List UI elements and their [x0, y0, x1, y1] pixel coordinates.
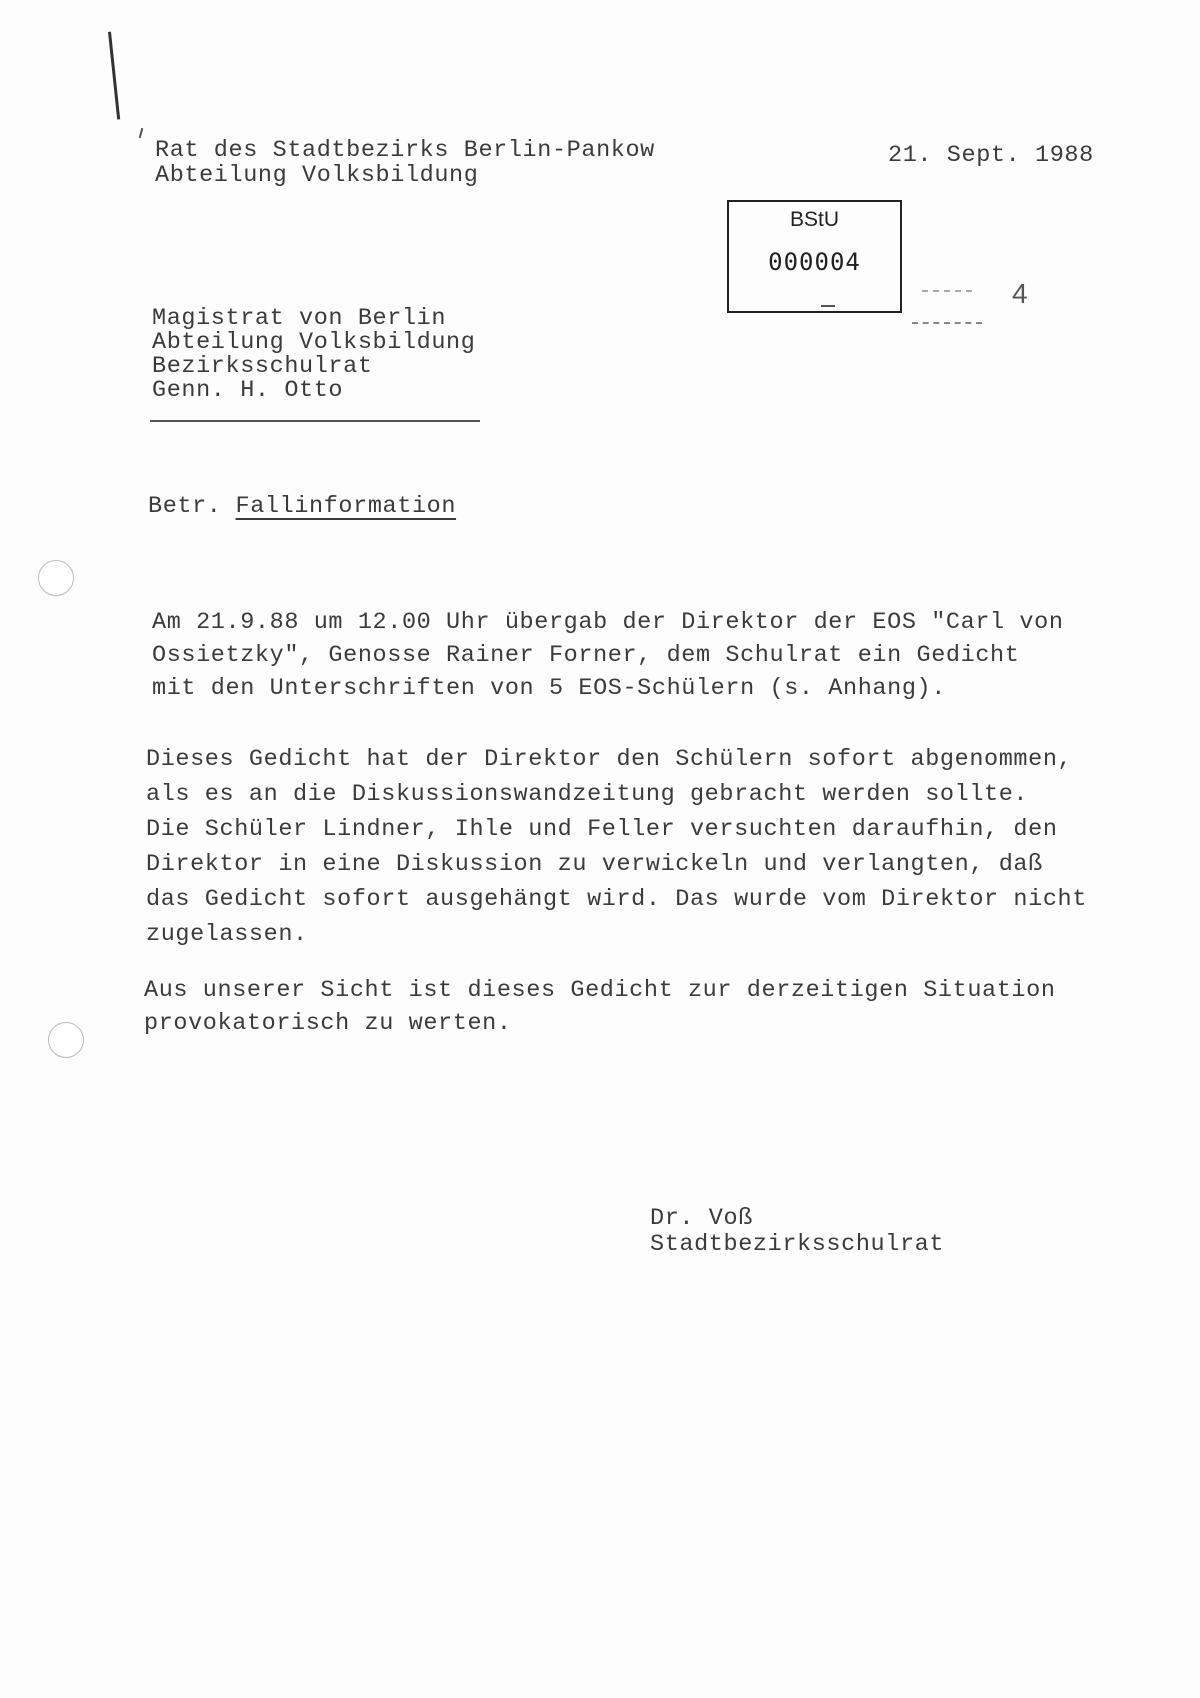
signature-name: Dr. Voß: [650, 1205, 753, 1232]
archive-stamp: [727, 200, 902, 313]
recipient-line: Magistrat von Berlin: [152, 305, 447, 332]
body-line: das Gedicht sofort ausgehängt wird. Das wurde vom Direktor nicht: [146, 886, 1087, 913]
subject-prefix: Betr.: [148, 493, 222, 520]
body-paragraph-1: [152, 606, 1064, 705]
letter-date: 21. Sept. 1988: [888, 142, 1094, 169]
sender-line: Rat des Stadtbezirks Berlin-Pankow: [155, 137, 655, 164]
punch-hole: [38, 560, 74, 596]
body-line: Direktor in eine Diskussion zu verwickeln und verlangten, daß: [146, 851, 1043, 878]
recipient-line: Bezirksschulrat: [152, 353, 373, 380]
body-line: zugelassen.: [146, 921, 308, 948]
dashed-mark: [912, 322, 982, 324]
body-paragraph-2: [146, 742, 1087, 952]
body-paragraph-3: [144, 974, 1056, 1040]
sender-line: Abteilung Volksbildung: [155, 162, 479, 189]
body-line: Am 21.9.88 um 12.00 Uhr übergab der Direktor der EOS "Carl von: [152, 609, 1064, 636]
signature-block: [650, 1206, 944, 1258]
body-line: Dieses Gedicht hat der Direktor den Schülern sofort abgenommen,: [146, 746, 1073, 773]
signature-title: Stadtbezirksschulrat: [650, 1231, 945, 1258]
sender-block: [155, 138, 655, 188]
body-line: provokatorisch zu werten.: [144, 1010, 512, 1037]
recipient-line: Genn. H. Otto: [152, 377, 344, 404]
stamp-number: 000004: [768, 248, 861, 276]
body-line: Die Schüler Lindner, Ihle und Feller versuchten daraufhin, den: [146, 816, 1058, 843]
stamp-label: BStU: [789, 208, 839, 231]
recipient-underline: [150, 420, 480, 422]
recipient-block: [152, 307, 475, 403]
body-line: Ossietzky", Genosse Rainer Forner, dem Schulrat ein Gedicht: [152, 642, 1020, 669]
body-line: Aus unserer Sicht ist dieses Gedicht zur derzeitigen Situation: [144, 977, 1056, 1004]
body-line: mit den Unterschriften von 5 EOS-Schülern (s. Anhang).: [152, 675, 946, 702]
margin-pen-tick: [139, 128, 144, 138]
body-line: als es an die Diskussionswandzeitung gebracht werden sollte.: [146, 781, 1029, 808]
recipient-line: Abteilung Volksbildung: [152, 329, 476, 356]
punch-hole: [48, 1022, 84, 1058]
stamp-initial-mark: [821, 305, 835, 307]
margin-pen-mark: [108, 32, 120, 120]
subject-title: Fallinformation: [235, 493, 457, 520]
handwritten-page-number: 4: [1012, 278, 1028, 309]
dashed-mark: [922, 290, 972, 292]
subject-line: [148, 493, 456, 520]
